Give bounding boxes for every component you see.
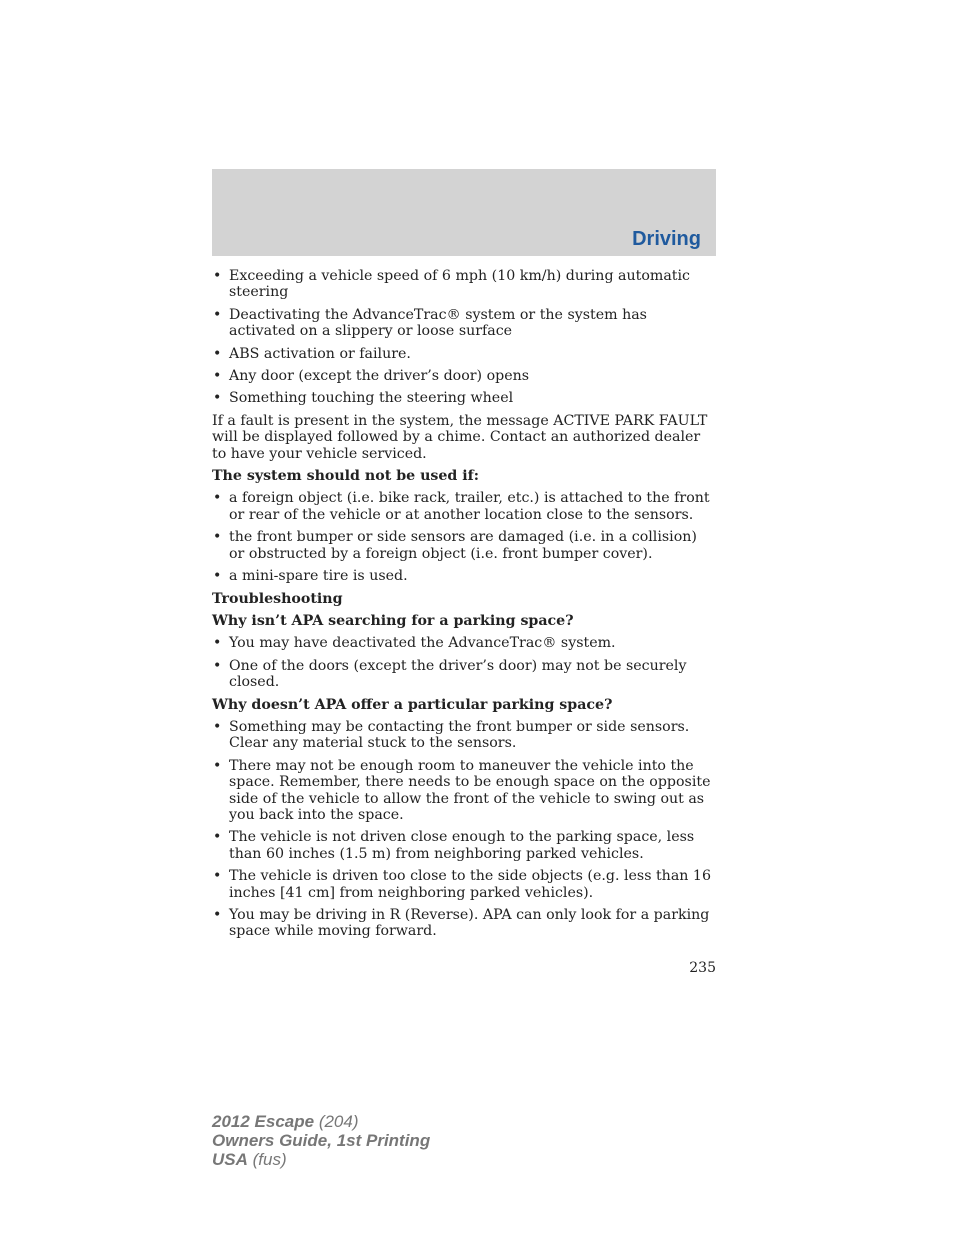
footer-region: USA [212,1150,248,1169]
question-1-heading: Why isn’t APA searching for a parking space? [212,612,574,629]
question-2-heading: Why doesn’t APA offer a particular parking space? [212,696,613,713]
footer-model-code: (204) [314,1112,359,1131]
list-item: • the front bumper or side sensors are damaged (i.e. in a collision) or obstructed by a foreign object (i.e. front bumper cover). [212,529,716,562]
list-item: • Deactivating the AdvanceTrac® system or the system has activated on a slippery or loose surface [212,307,716,340]
list-item: • Exceeding a vehicle speed of 6 mph (10 km/h) during automatic steering [212,268,716,301]
footer-model: 2012 Escape [212,1112,315,1131]
question-1-list [212,635,716,690]
list-item: • Something may be contacting the front bumper or side sensors. Clear any material stuck to the sensors. [212,719,716,752]
page-content [212,268,716,946]
not-used-list [212,490,716,584]
list-item: • You may be driving in R (Reverse). APA can only look for a parking space while moving forward. [212,907,716,940]
list-item: • Something touching the steering wheel [212,390,716,406]
section-header-bar [212,169,716,256]
section-title: Driving [632,228,701,250]
list-item: • a mini-spare tire is used. [212,568,716,584]
list-item: • You may have deactivated the AdvanceTrac® system. [212,635,716,651]
footer-imprint [212,1112,430,1169]
footer-region-code: (fus) [247,1150,287,1169]
list-item: • a foreign object (i.e. bike rack, trailer, etc.) is attached to the front or rear of the vehicle or at another location close to the sensors. [212,490,716,523]
fault-paragraph: If a fault is present in the system, the message ACTIVE PARK FAULT will be displayed followed by a chime. Contact an authorized dealer to have your vehicle serviced. [212,412,708,462]
not-used-heading: The system should not be used if: [212,468,479,485]
list-item: • ABS activation or failure. [212,346,716,362]
list-item: • One of the doors (except the driver’s door) may not be securely closed. [212,658,716,691]
list-item: • Any door (except the driver’s door) opens [212,368,716,384]
fault-conditions-list [212,268,716,407]
question-2-list [212,719,716,940]
list-item: • The vehicle is driven too close to the side objects (e.g. less than 16 inches [41 cm] from neighboring parked vehicles). [212,868,716,901]
footer-printing: Owners Guide, 1st Printing [212,1131,431,1150]
page-number: 235 [689,960,716,976]
list-item: • There may not be enough room to maneuver the vehicle into the space. Remember, there needs to be enough space on the opposite side of the vehicle to allow the front of the vehicle to swing out as you back into the space. [212,758,716,824]
troubleshooting-heading: Troubleshooting [212,590,343,607]
list-item: • The vehicle is not driven close enough to the parking space, less than 60 inches (1.5 m) from neighboring parked vehicles. [212,829,716,862]
